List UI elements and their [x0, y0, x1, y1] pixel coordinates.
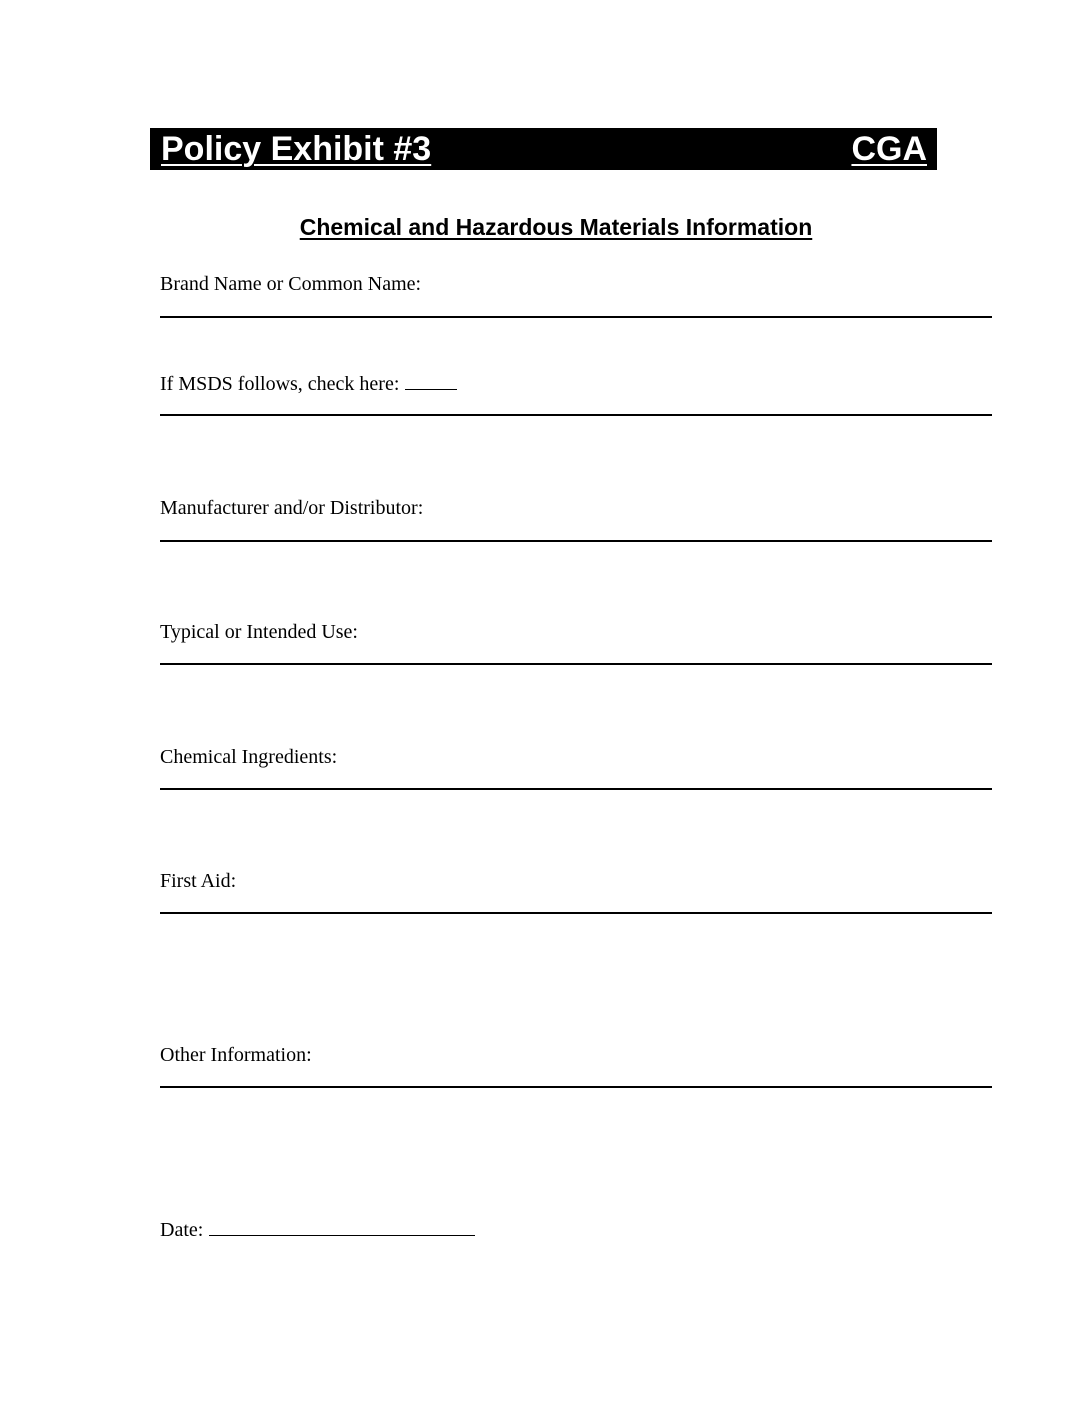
date-label: Date: [160, 1217, 475, 1242]
form-title: Chemical and Hazardous Materials Information [299, 214, 813, 240]
date-blank[interactable] [209, 1217, 475, 1236]
brand-name-line[interactable] [160, 316, 992, 318]
msds-line[interactable] [160, 414, 992, 416]
organization-abbreviation: CGA [851, 130, 927, 168]
msds-label: If MSDS follows, check here: [160, 371, 457, 396]
manufacturer-line[interactable] [160, 540, 992, 542]
other-info-label: Other Information: [160, 1044, 312, 1066]
intended-use-label: Typical or Intended Use: [160, 621, 358, 643]
first-aid-line[interactable] [160, 912, 992, 914]
header-banner [150, 128, 937, 170]
msds-check-blank[interactable] [405, 371, 457, 390]
intended-use-line[interactable] [160, 663, 992, 665]
policy-exhibit-title: Policy Exhibit #3 [161, 130, 432, 168]
ingredients-label: Chemical Ingredients: [160, 746, 338, 768]
ingredients-line[interactable] [160, 788, 992, 790]
brand-name-label: Brand Name or Common Name: [160, 273, 422, 295]
first-aid-label: First Aid: [160, 870, 237, 892]
other-info-line[interactable] [160, 1086, 992, 1088]
manufacturer-label: Manufacturer and/or Distributor: [160, 497, 424, 519]
